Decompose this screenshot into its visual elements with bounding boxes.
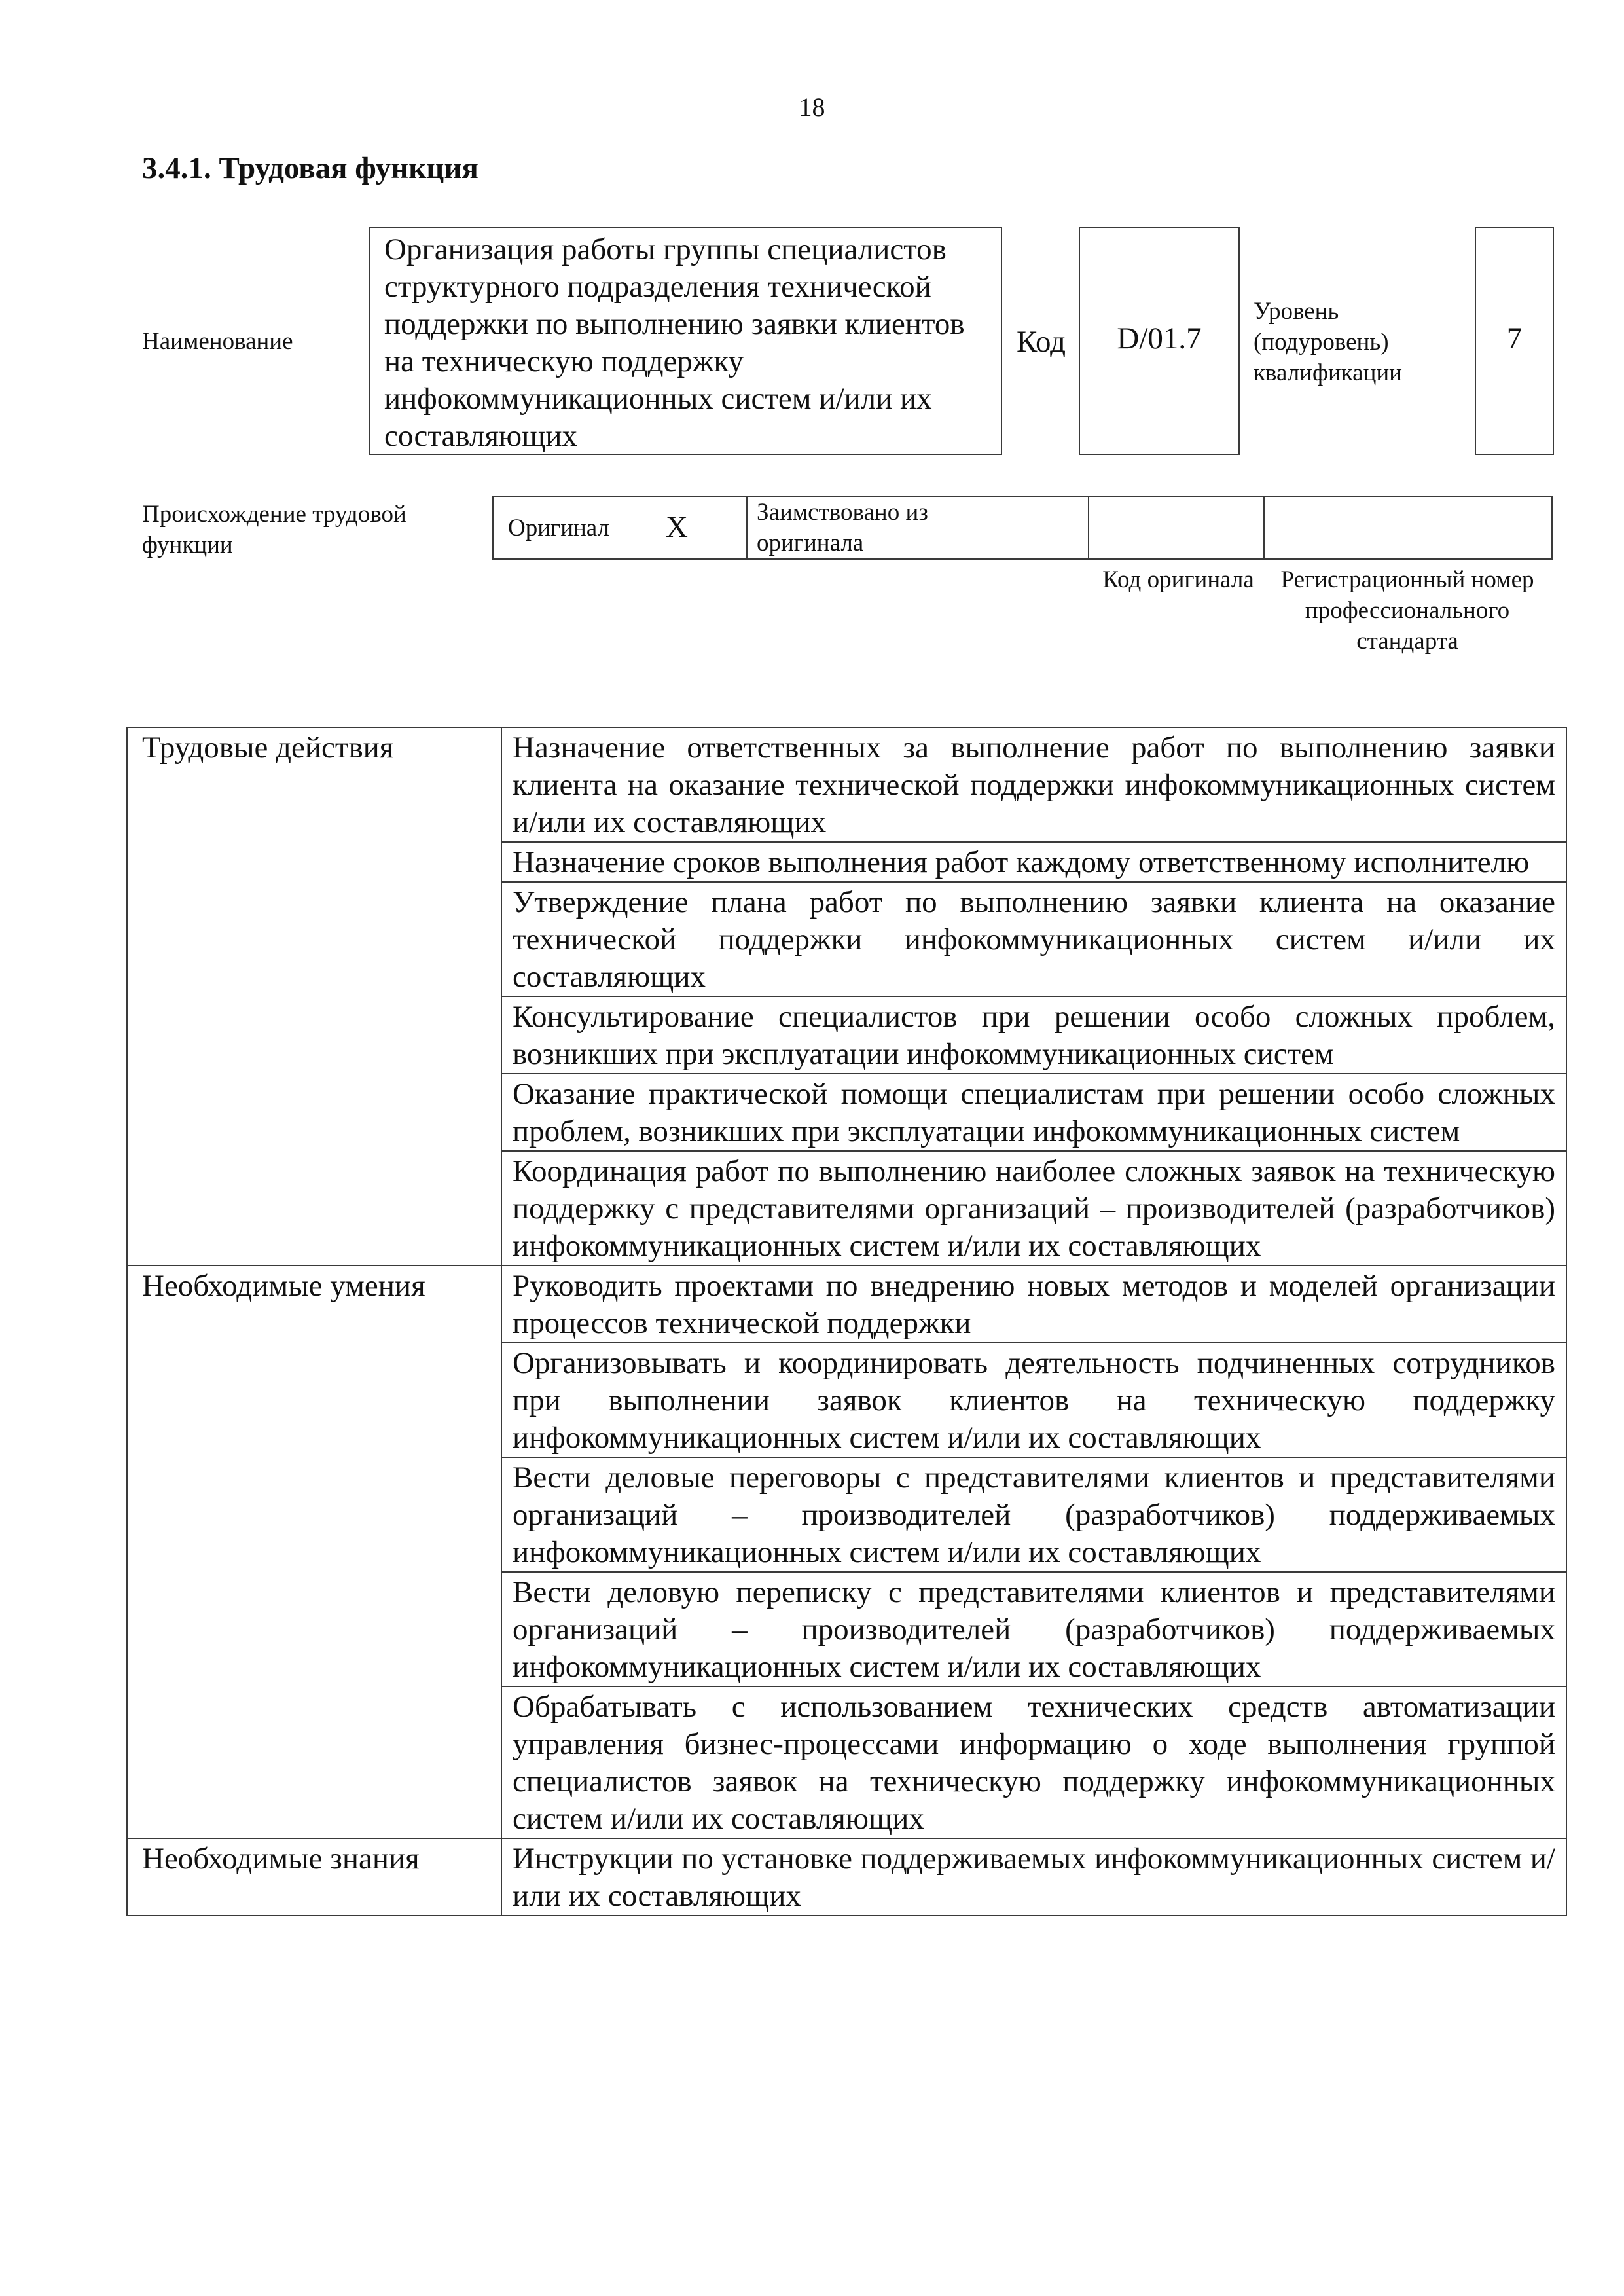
borrowed-label: Заимствовано из оригинала (757, 499, 928, 556)
code-box (1079, 227, 1240, 455)
section-title: 3.4.1. Трудовая функция (142, 151, 478, 185)
level-box (1475, 227, 1554, 455)
item-cell: Консультирование специалистов при решении особо сложных проблем, возникших при эксплуатации инфокоммуникационных систем (501, 996, 1566, 1074)
item-cell: Назначение ответственных за выполнение работ по выполнению заявки клиента на оказание технической поддержки инфокоммуникационных систем и/или их составляющих (501, 727, 1566, 842)
origin-label: Происхождение трудовой функции (142, 501, 406, 558)
function-name-box (369, 227, 1002, 455)
original-mark: X (666, 510, 688, 544)
reg-number-caption: Регистрационный номер профессионального стандарта (1280, 566, 1534, 655)
name-label: Наименование (142, 328, 293, 355)
code-value: D/01.7 (1117, 321, 1202, 355)
level-value: 7 (1506, 321, 1523, 355)
origin-divider-1 (746, 497, 748, 558)
item-cell: Назначение сроков выполнения работ каждому ответственному исполнителю (501, 842, 1566, 882)
item-cell: Утверждение плана работ по выполнению заявки клиента на оказание технической поддержки инфокоммуникационных систем и/или их составляющих (501, 882, 1566, 996)
page-number: 18 (799, 92, 825, 122)
code-original-caption: Код оригинала (1102, 566, 1254, 593)
table-body (127, 727, 1566, 1916)
item-cell: Инструкции по установке поддерживаемых инфокоммуникационных систем и/или их составляющих (501, 1838, 1566, 1916)
table-row (127, 1266, 1566, 1343)
origin-divider-2 (1088, 497, 1089, 558)
labor-function-table (126, 727, 1567, 1916)
table-row (127, 727, 1566, 842)
level-label: Уровень (подуровень) квалификации (1254, 298, 1402, 386)
original-label: Оригинал (508, 515, 610, 541)
item-cell: Вести деловую переписку с представителями клиентов и представителями организаций – производителей (разработчиков) поддерживаемых инфокоммуникационных систем и/или их составляющих (501, 1572, 1566, 1686)
section-title-cell: Трудовые действия (127, 727, 501, 1266)
item-cell: Вести деловые переговоры с представителями клиентов и представителями организаций – производителей (разработчиков) поддерживаемых инфокоммуникационных систем и/или их составляющих (501, 1457, 1566, 1572)
code-label: Код (1017, 325, 1066, 359)
item-cell: Оказание практической помощи специалистам при решении особо сложных проблем, возникших при эксплуатации инфокоммуникационных систем (501, 1074, 1566, 1151)
item-cell: Организовывать и координировать деятельность подчиненных сотрудников при выполнении заявок клиентов на техническую поддержку инфокоммуникационных систем и/или их составляющих (501, 1343, 1566, 1457)
item-cell: Руководить проектами по внедрению новых методов и моделей организации процессов технической поддержки (501, 1266, 1566, 1343)
origin-divider-3 (1263, 497, 1265, 558)
section-title-cell: Необходимые умения (127, 1266, 501, 1838)
item-cell: Обрабатывать с использованием технических средств автоматизации управления бизнес-процессами информацию о ходе выполнения группой специалистов заявок на техническую поддержку инфокоммуникационных систем и/или их составляющих (501, 1686, 1566, 1838)
origin-row (492, 496, 1553, 560)
table-row (127, 1838, 1566, 1916)
section-title-cell: Необходимые знания (127, 1838, 501, 1916)
function-name: Организация работы группы специалистов структурного подразделения технической поддержки по выполнению заявки клиентов на техническую поддержку инфокоммуникационных систем и/или их составляющих (384, 232, 965, 453)
item-cell: Координация работ по выполнению наиболее сложных заявок на техническую поддержку с представителями организаций – производителей (разработчиков) инфокоммуникационных систем и/или их составляющих (501, 1151, 1566, 1266)
